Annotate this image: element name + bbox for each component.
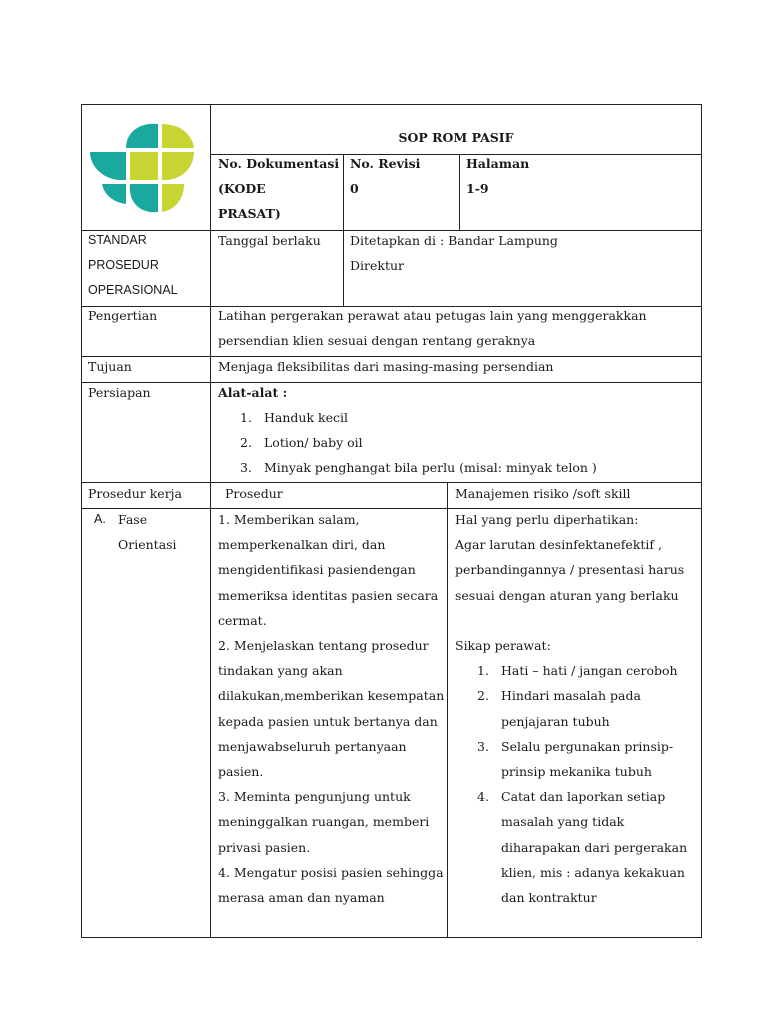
set-at-text: Ditetapkan di : Bandar Lampung <box>350 233 558 248</box>
risk-note-line: sesuai dengan aturan yang berlaku <box>455 587 679 603</box>
tool-number: 1. <box>240 410 252 425</box>
procedure-step-line: kepada pasien untuk bertanya dan <box>218 713 438 729</box>
definition-text: Latihan pergerakan perawat atau petugas lain yang menggerakkan <box>218 308 647 323</box>
rule <box>459 154 460 230</box>
attitude-item-number: 1. <box>477 663 489 679</box>
director-label: Direktur <box>350 258 405 273</box>
attitude-item-line: diharapakan dari pergerakan <box>501 839 688 855</box>
sop-label-line: STANDAR <box>88 233 147 247</box>
procedure-step-line: 3. Meminta pengunjung untuk <box>218 789 411 805</box>
procedure-step-line: privasi pasien. <box>218 839 311 855</box>
tool-item: Handuk kecil <box>264 410 348 425</box>
page-value: 1-9 <box>466 181 489 196</box>
procedure-step-line: cermat. <box>218 612 267 628</box>
procedure-label: Prosedur kerja <box>88 486 183 501</box>
risk-column-header: Manajemen risiko /soft skill <box>455 486 631 501</box>
procedure-step-line: 2. Menjelaskan tentang prosedur <box>218 638 429 653</box>
definition-text: persendian klien sesuai dengan rentang geraknya <box>218 333 536 348</box>
tool-item: Minyak penghangat bila perlu (misal: minyak telon ) <box>264 460 597 475</box>
revision-label: No. Revisi <box>350 156 421 171</box>
procedure-step-line: 1. Memberikan salam, <box>218 512 360 527</box>
purpose-text: Menjaga fleksibilitas dari masing-masing persendian <box>218 359 554 374</box>
attitude-item-line: Catat dan laporkan setiap <box>501 789 666 805</box>
procedure-step-line: dilakukan,memberikan kesempatan <box>218 688 445 704</box>
rule <box>210 104 211 938</box>
sop-label-line: PROSEDUR <box>88 258 159 272</box>
attitude-item-number: 2. <box>477 688 489 704</box>
doc-number-code: (KODE <box>218 181 266 196</box>
attitude-item-number: 3. <box>477 738 489 754</box>
effective-date-label: Tanggal berlaku <box>218 233 321 248</box>
risk-note-line: Agar larutan desinfektanefektif , <box>455 537 662 553</box>
attitude-item-line: prinsip mekanika tubuh <box>501 764 652 779</box>
attitude-item-line: klien, mis : adanya kekakuan <box>501 864 685 880</box>
attitude-item-line: Hati – hati / jangan ceroboh <box>501 663 678 679</box>
procedure-step-line: meninggalkan ruangan, memberi <box>218 814 430 830</box>
phase-name: Orientasi <box>118 537 177 552</box>
revision-value: 0 <box>350 181 359 196</box>
attitude-item-line: penjajaran tubuh <box>501 713 610 729</box>
procedure-step-line: memeriksa identitas pasien secara <box>218 587 439 603</box>
tools-heading: Alat-alat : <box>218 385 288 400</box>
purpose-label: Tujuan <box>88 359 132 374</box>
tool-number: 3. <box>240 460 252 475</box>
phase-name: Fase <box>118 512 148 527</box>
sop-label-line: OPERASIONAL <box>88 283 178 297</box>
procedure-step-line: memperkenalkan diri, dan <box>218 537 386 553</box>
attitude-item-line: masalah yang tidak <box>501 814 625 830</box>
document-title: SOP ROM PASIF <box>398 130 514 145</box>
rule <box>343 154 344 306</box>
procedure-step-line: mengidentifikasi pasiendengan <box>218 562 416 578</box>
rule <box>81 382 702 383</box>
risk-note-line: Hal yang perlu diperhatikan: <box>455 512 639 527</box>
procedure-column-header: Prosedur <box>225 486 283 501</box>
tool-item: Lotion/ baby oil <box>264 435 363 450</box>
preparation-label: Persiapan <box>88 385 151 400</box>
attitude-item-line: Selalu pergunakan prinsip- <box>501 738 674 754</box>
procedure-step-line: 4. Mengatur posisi pasien sehingga <box>218 864 444 880</box>
page-label: Halaman <box>466 156 530 171</box>
procedure-step-line: tindakan yang akan <box>218 663 343 679</box>
doc-number-label: No. Dokumentasi <box>218 156 340 171</box>
procedure-step-line: pasien. <box>218 764 264 779</box>
attitude-label: Sikap perawat: <box>455 638 551 653</box>
procedure-step-line: merasa aman dan nyaman <box>218 890 385 905</box>
attitude-item-line: Hindari masalah pada <box>501 688 641 704</box>
phase-letter: A. <box>94 512 106 526</box>
risk-note-line: perbandingannya / presentasi harus <box>455 562 685 578</box>
attitude-item-line: dan kontraktur <box>501 890 597 905</box>
rule <box>447 482 448 938</box>
procedure-step-line: menjawabseluruh pertanyaan <box>218 738 407 754</box>
tool-number: 2. <box>240 435 252 450</box>
definition-label: Pengertian <box>88 308 158 323</box>
doc-number-code-2: PRASAT) <box>218 206 281 221</box>
attitude-item-number: 4. <box>477 789 489 805</box>
